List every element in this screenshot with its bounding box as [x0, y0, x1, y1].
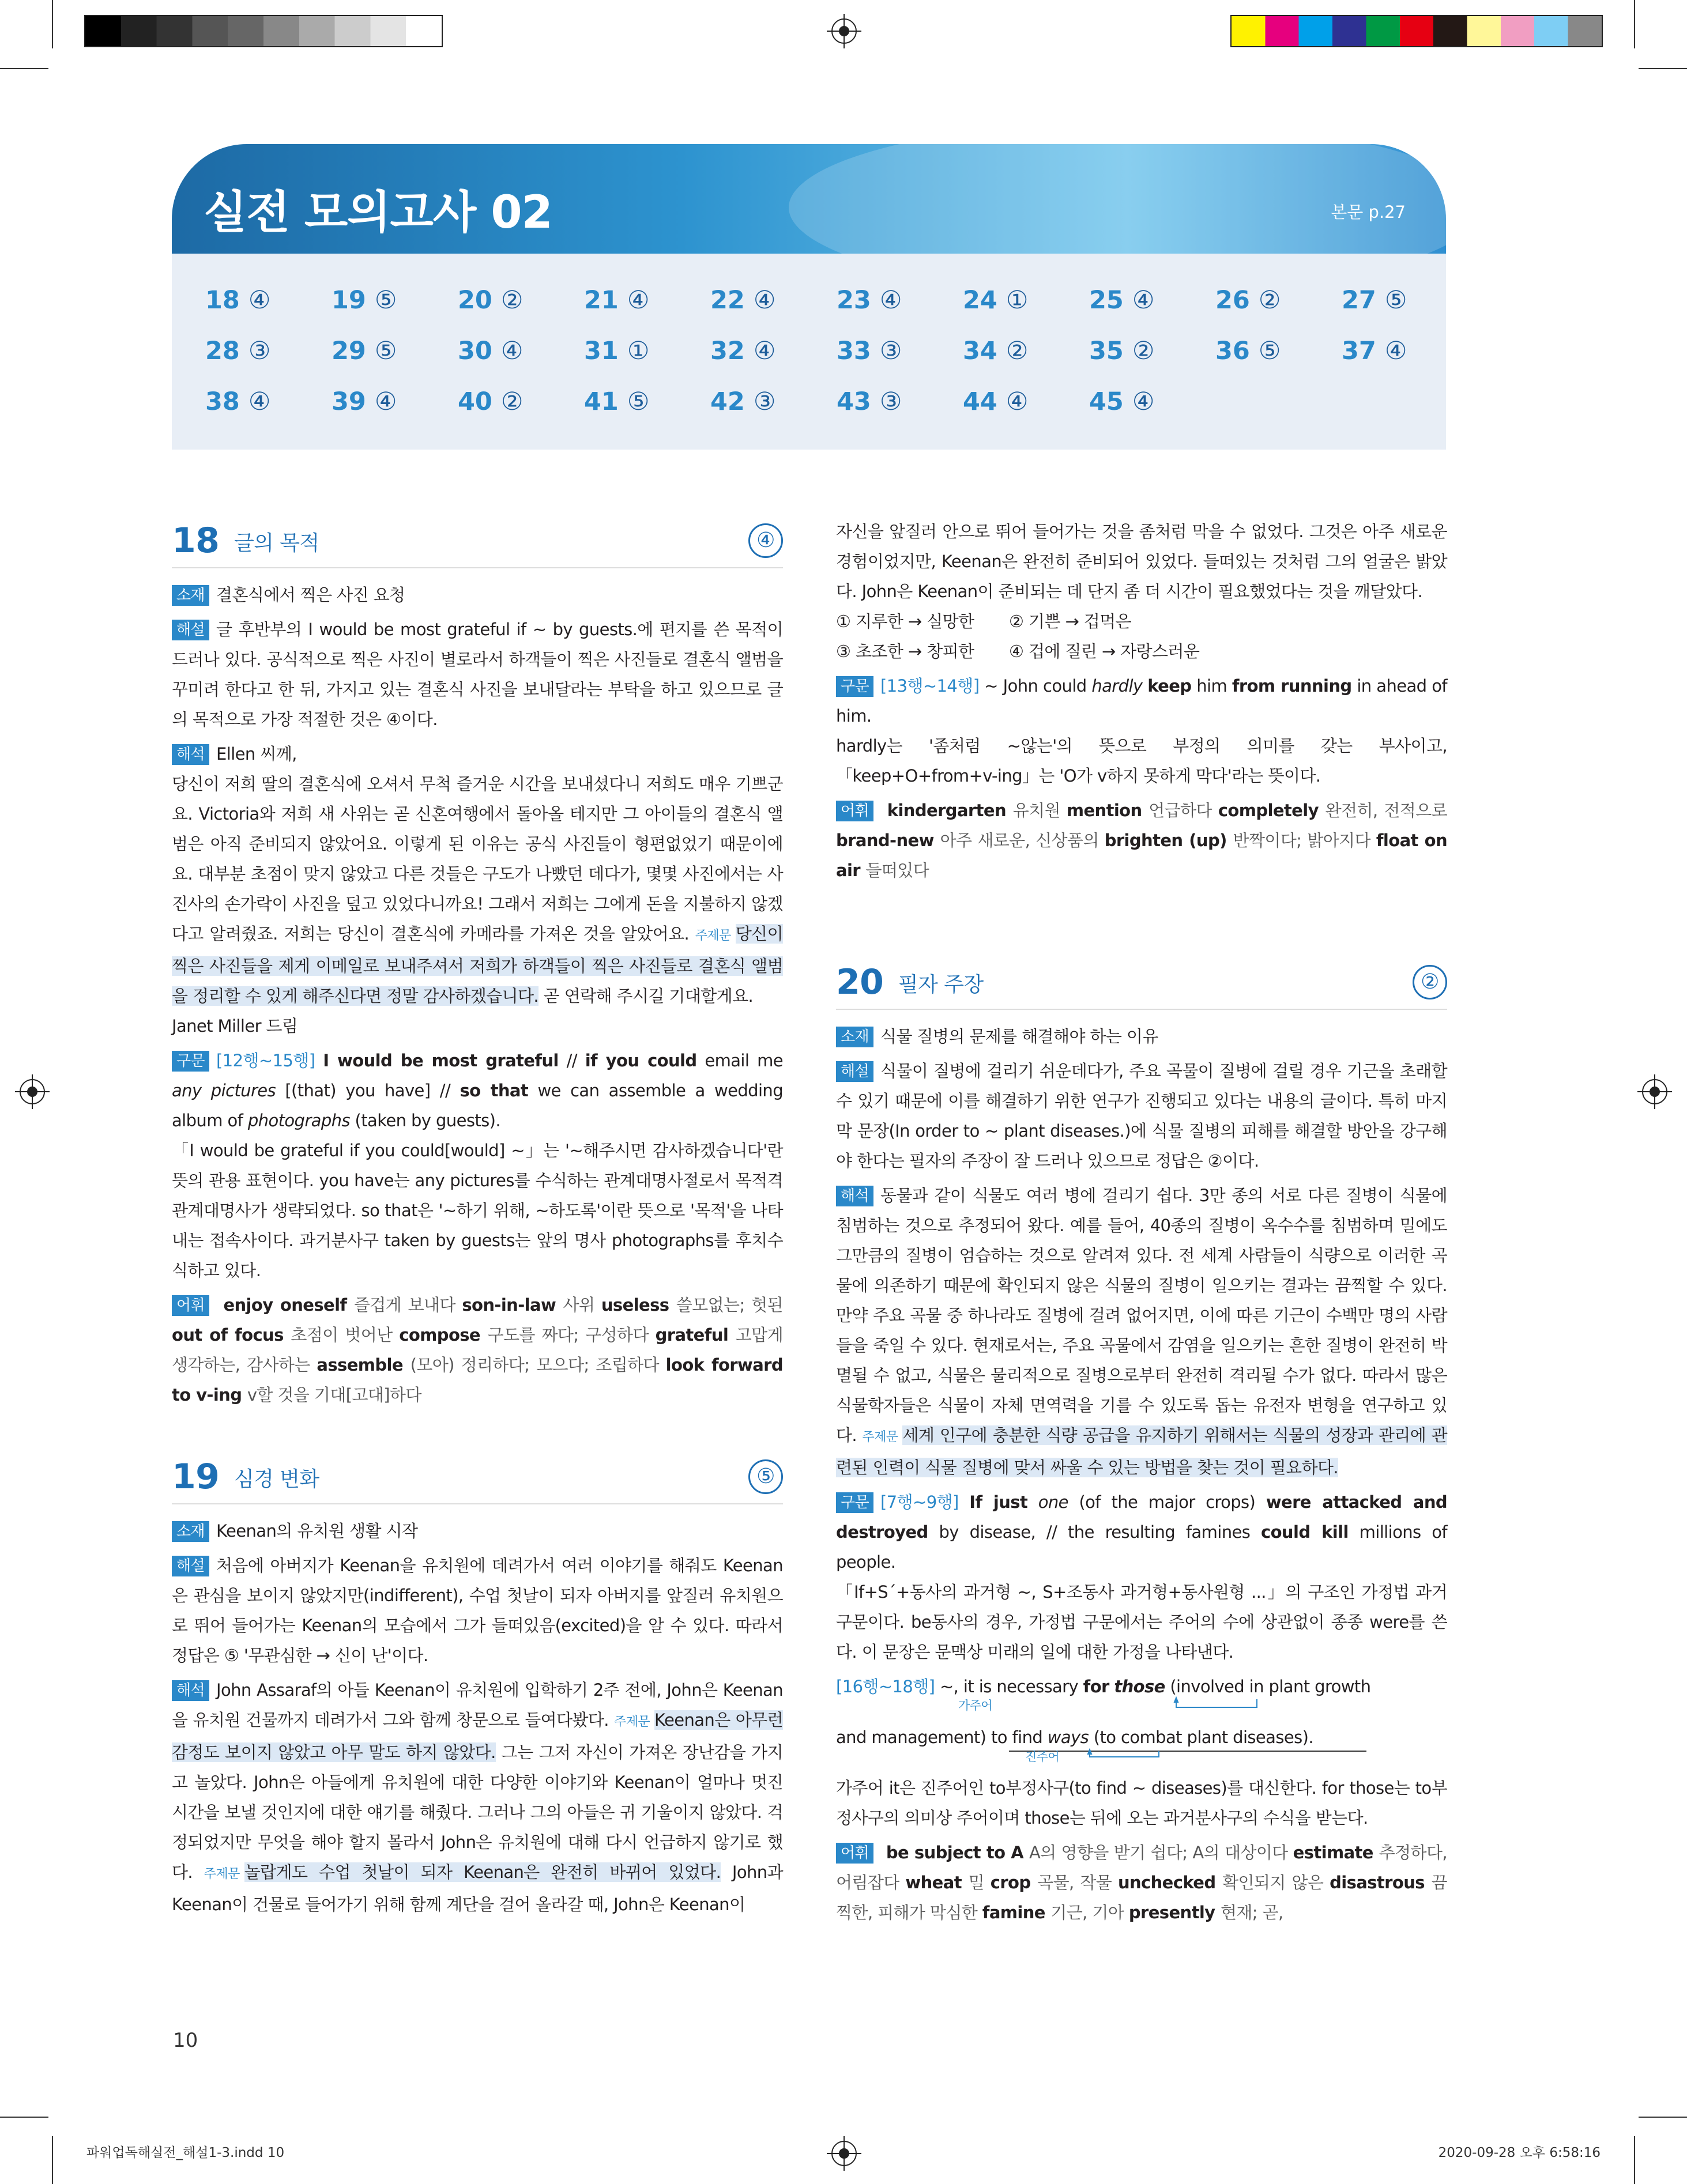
structure-note: 가주어 it은 진주어인 to부정사구(to find ~ diseases)를 대신한다. for those는 to부정사구의 의미상 주어이며 those는 뒤에 오는 과거분사구의 수식을 받는다. [836, 1778, 1447, 1828]
answer-choice: ④ [753, 286, 776, 315]
answer-choice: ⑤ [627, 387, 650, 416]
left-column [172, 513, 783, 1924]
structure-paragraph [836, 1487, 1447, 1577]
vocab-meaning: v할 것을 기대[고대]하다 [247, 1385, 421, 1405]
theme-sentence: Keenan은 아무런 감정도 보이지 않았고 아무 말도 하지 않았다. [172, 1710, 783, 1762]
answer-choice-option: ④ 겁에 질린 → 자랑스러운 [1009, 642, 1200, 661]
translation-text: John Assaraf의 아들 Keenan이 유치원에 입학하기 2주 전에, John은 Keenan을 유치원 건물까지 데려가서 그와 함께 창문으로 들여다봤다. [172, 1680, 783, 1730]
vocab-meaning: (모아) 정리하다; 모으다; 조립하다 [410, 1355, 666, 1375]
answer-question-number: 29 [332, 337, 375, 365]
structure-fragment: [(that) you have] // [285, 1081, 451, 1100]
answer-question-number: 27 [1342, 286, 1385, 315]
structure-fragment: millions of people. [836, 1522, 1448, 1572]
vocab-meaning: 확인되지 않은 [1222, 1873, 1330, 1892]
vocab-term: disastrous [1330, 1873, 1432, 1892]
theme-tag: 주제문 [204, 1867, 240, 1881]
answer-question-number: 18 [205, 286, 248, 315]
theme-tag: 주제문 [862, 1430, 898, 1444]
answer-question-number: 30 [458, 337, 501, 365]
color-swatch [1230, 15, 1603, 47]
answer-question-number: 26 [1215, 286, 1259, 315]
vocab-meaning: 완전히, 전적으로 [1325, 801, 1447, 820]
vocab-meaning: 아주 새로운, 신상품의 [940, 831, 1105, 850]
theme-sentence: 당신이 찍은 사진들을 제게 이메일로 보내주셔서 저희가 하객들이 찍은 사진들로 결혼식 앨범을 정리할 수 있게 해주신다면 정말 감사하겠습니다. [172, 924, 783, 1006]
registration-mark-left [20, 1079, 45, 1104]
vocab-paragraph [172, 1290, 783, 1410]
explanation-paragraph [172, 614, 783, 734]
explanation-paragraph [836, 1056, 1447, 1176]
right-column [836, 516, 1447, 1932]
structure-fragment: ~, it is necessary [939, 1677, 1079, 1696]
theme-sentence: 놀랍게도 수업 첫날이 되자 Keenan은 완전히 바뀌어 있었다. [244, 1862, 721, 1882]
label-topic: 소재 [172, 1521, 209, 1542]
banner-decoration [789, 144, 1446, 254]
vocab-term: famine [982, 1903, 1051, 1922]
translation-greeting [172, 739, 783, 769]
answer-item [332, 387, 397, 416]
label-topic: 소재 [836, 1027, 873, 1047]
structure-fragment: (of the major crops) [1079, 1492, 1256, 1512]
vocab-term: assemble [317, 1355, 411, 1375]
topic-text: 식물 질병의 문제를 해결해야 하는 이유 [880, 1027, 1158, 1046]
structure-fragment: // [566, 1051, 585, 1070]
answer-question-number: 33 [837, 337, 880, 365]
explanation-text: 식물이 질병에 걸리기 쉬운데다가, 주요 곡물이 질병에 걸릴 경우 기근을 초래할 수 있기 때문에 이를 해결하기 위한 연구가 진행되고 있다는 내용의 글이다. 특히 마지막 문장(In order to ~ plant diseases.)에 식물 질병의 피해를 해결할 방안을 강구해야 한다는 필자의 주장이 잘 드러나 있으므로 정답은 ②이다. [836, 1061, 1447, 1171]
structure-paragraph [836, 671, 1447, 731]
crop-mark [52, 0, 53, 48]
answer-choice: ④ [1006, 387, 1029, 416]
answer-question-number: 40 [458, 387, 501, 416]
structure-fragment: if you could [585, 1051, 697, 1070]
answer-question-number: 39 [332, 387, 375, 416]
vocab-meaning: 밀 [968, 1873, 991, 1892]
structure-note: hardly는 '좀처럼 ~않는'의 뜻으로 부정의 의미를 갖는 부사이고, 「keep+O+from+v-ing」는 'O가 v하지 못하게 막다'라는 뜻이다. [836, 736, 1447, 786]
vocab-paragraph [836, 795, 1447, 885]
vocab-term: unchecked [1117, 1873, 1223, 1892]
answer-item [205, 286, 270, 315]
answer-item [458, 337, 523, 365]
structure-fragment: were attacked and destroyed [836, 1492, 1448, 1542]
answer-item [584, 337, 649, 365]
section-answer-badge: ④ [748, 523, 783, 558]
answer-choice: ④ [500, 337, 524, 365]
print-timestamp: 2020-09-28 오후 6:58:16 [1438, 2145, 1601, 2160]
structure-fragment: by disease, // the resulting famines [939, 1522, 1251, 1542]
crop-mark [52, 2136, 53, 2184]
vocab-paragraph [836, 1838, 1447, 1927]
answer-item [1089, 387, 1154, 416]
page-title: 실전 모의고사 02 [204, 187, 552, 239]
answer-question-number: 37 [1342, 337, 1385, 365]
label-translation: 해석 [172, 744, 209, 765]
vocab-meaning: 즐겁게 보내다 [353, 1295, 462, 1315]
label-vocab: 어휘 [172, 1295, 209, 1316]
vocab-term: float on air [836, 831, 1447, 880]
vocab-term: useless [601, 1295, 676, 1315]
vocab-term: estimate [1293, 1843, 1379, 1862]
answer-choice: ④ [1132, 286, 1155, 315]
line-reference: [13행~14행] [880, 676, 980, 696]
answer-item [332, 286, 397, 315]
structure-fragment: so that [460, 1081, 529, 1100]
answer-question-number: 36 [1215, 337, 1259, 365]
section-number: 20 [836, 962, 884, 1002]
vocab-term: look forward to v-ing [172, 1355, 784, 1405]
answer-choice: ④ [879, 286, 902, 315]
label-structure: 구문 [836, 1492, 873, 1513]
label-explanation: 해설 [172, 620, 209, 640]
structure-fragment: and management) to find [836, 1727, 1043, 1747]
label-explanation: 해설 [836, 1061, 873, 1082]
answer-choice: ④ [1132, 387, 1155, 416]
crop-mark [1639, 68, 1687, 69]
vocab-meaning: 현재; 곧, [1220, 1903, 1283, 1922]
vocab-meaning: 언급하다 [1148, 801, 1218, 820]
answer-choice: ④ [1384, 337, 1407, 365]
answer-choice: ② [1258, 286, 1281, 315]
vocab-term: completely [1218, 801, 1326, 820]
dummy-subject-tag: 가주어 [958, 1699, 993, 1713]
section-number: 18 [172, 520, 220, 561]
answer-item [963, 337, 1028, 365]
answer-choice-option: ① 지루한 → 실망한 [836, 612, 974, 631]
registration-mark-right [1642, 1079, 1667, 1104]
answer-choice: ⑤ [374, 286, 397, 315]
real-subject-tag: 진주어 [1025, 1750, 1060, 1764]
answer-choice: ② [500, 387, 524, 416]
answer-question-number: 19 [332, 286, 375, 315]
vocab-meaning: A의 영향을 받기 쉽다; A의 대상이다 [1029, 1843, 1293, 1862]
answer-question-number: 22 [710, 286, 754, 315]
crop-mark [0, 68, 48, 69]
translation-text: John과 Keenan이 건물로 들어가기 위해 함께 계단을 걸어 올라갈 때, John은 Keenan이 [172, 1862, 783, 1914]
answer-question-number: 23 [837, 286, 880, 315]
crop-mark [1634, 2136, 1635, 2184]
topic-text: 결혼식에서 찍은 사진 요청 [216, 585, 405, 605]
label-vocab: 어휘 [836, 801, 873, 821]
topic-line [836, 1021, 1447, 1051]
section-title: 필자 주장 [898, 973, 984, 997]
vocab-meaning: 쓸모없는; 헛된 [676, 1295, 783, 1315]
structure-fragment: him [1196, 676, 1227, 696]
answer-key-panel [172, 254, 1446, 450]
translation-greeting-text: Ellen 씨께, [216, 744, 297, 764]
structure-paragraph [172, 1046, 783, 1136]
translation-paragraph [172, 769, 783, 1011]
label-translation: 해석 [836, 1186, 873, 1206]
answer-question-number: 21 [584, 286, 627, 315]
structure-note: 「If+S´+동사의 과거형 ~, S+조동사 과거형+동사원형 ...」의 구조인 가정법 과거 구문이다. be동사의 경우, 가정법 구문에서는 주어의 수에 상관없이 종종 were를 쓴다. 이 문장은 문맥상 미래의 일에 대한 가정을 나타낸다. [836, 1582, 1447, 1662]
structure-fragment: I would be most grateful [323, 1051, 559, 1070]
structure-fragment: ~ John could [984, 676, 1087, 696]
answer-question-number: 20 [458, 286, 501, 315]
vocab-term: enjoy oneself [216, 1295, 354, 1315]
explanation-text: 글 후반부의 I would be most grateful if ~ by guests.에 편지를 쓴 목적이 드러나 있다. 공식적으로 찍은 사진이 별로라서 하객들이 찍은 사진들로 결혼식 앨범을 꾸미려 한다고 한 뒤, 가지고 있는 결혼식 사진을 보내달라는 부탁을 하고 있으므로 글의 목적으로 가장 적절한 것은 ④이다. [172, 620, 783, 729]
section-answer-badge: ⑤ [748, 1459, 783, 1494]
answer-choice: ⑤ [374, 337, 397, 365]
section-answer-badge: ② [1413, 965, 1447, 999]
section-title: 심경 변화 [234, 1468, 319, 1491]
registration-mark-bottom [831, 2141, 857, 2166]
label-structure: 구문 [836, 676, 873, 697]
grayscale-swatch [84, 15, 443, 47]
line-reference: [7행~9행] [880, 1492, 959, 1512]
page-reference: 본문 p.27 [1331, 202, 1406, 222]
vocab-meaning: 끔찍한, 피해가 막심한 [836, 1873, 1447, 1922]
answer-choice: ② [1006, 337, 1029, 365]
answer-question-number: 42 [710, 387, 754, 416]
section-title: 글의 목적 [234, 531, 319, 555]
answer-item [963, 286, 1028, 315]
answer-question-number: 44 [963, 387, 1006, 416]
vocab-meaning: 유치원 [1012, 801, 1067, 820]
answer-item [1342, 286, 1407, 315]
vocab-meaning: 곡물, 작물 [1037, 1873, 1118, 1892]
vocab-term: son-in-law [462, 1295, 563, 1315]
answer-choice: ③ [753, 387, 776, 416]
structure-fragment: one [1038, 1492, 1068, 1512]
crop-mark [1634, 0, 1635, 48]
answer-choice: ② [1132, 337, 1155, 365]
structure-fragment: any pictures [172, 1081, 276, 1100]
structure-fragment: from running [1232, 676, 1352, 696]
translation-paragraph [836, 1180, 1447, 1483]
structure-fragment: (taken by guests). [355, 1111, 500, 1130]
answer-choice: ③ [879, 337, 902, 365]
answer-item [710, 286, 775, 315]
vocab-meaning: 추정하다, 어림잡다 [836, 1843, 1447, 1892]
section-number: 19 [172, 1457, 220, 1497]
structure-note: 「I would be grateful if you could[would] ~」는 '~해주시면 감사하겠습니다'란 뜻의 관용 표현이다. you have는 any pictures를 수식하는 관계대명사절로서 목적격 관계대명사가 생략되었다. so that은 '~하기 위해, ~하도록'이란 뜻으로 '목적'을 나타내는 접속사이다. 과거분사구 taken by guests는 앞의 명사 photographs를 후치수식하고 있다. [172, 1141, 783, 1280]
structure-fragment: ways [1047, 1727, 1089, 1747]
structure-fragment: email me [705, 1051, 784, 1070]
choice-list [836, 606, 1447, 666]
translation-paragraph [172, 1675, 783, 1919]
answer-item [458, 387, 523, 416]
vocab-term: brighten (up) [1104, 831, 1233, 850]
topic-text: Keenan의 유치원 생활 시작 [216, 1521, 418, 1541]
vocab-meaning: 초점이 벗어난 [291, 1325, 400, 1345]
vocab-meaning: 사위 [563, 1295, 601, 1315]
answer-item [837, 286, 902, 315]
answer-item [584, 387, 649, 416]
answer-question-number: 45 [1089, 387, 1132, 416]
answer-item [458, 286, 523, 315]
section-19-heading [172, 1449, 783, 1504]
answer-choice: ③ [879, 387, 902, 416]
choice-row [836, 606, 1447, 636]
page-number: 10 [173, 2029, 198, 2052]
crop-mark [1639, 2117, 1687, 2118]
vocab-meaning: 고맙게 생각하는, 감사하는 [172, 1325, 783, 1375]
structure-fragment: in ahead of him. [836, 676, 1447, 726]
explanation-paragraph [172, 1551, 783, 1670]
label-topic: 소재 [172, 585, 209, 606]
vocab-term: mention [1066, 801, 1149, 820]
structure-fragment: could kill [1261, 1522, 1349, 1542]
explanation-text: 처음에 아버지가 Keenan을 유치원에 데려가서 여러 이야기를 해줘도 Keenan은 관심을 보이지 않았지만(indifferent), 수업 첫날이 되자 아버지를 앞질러 유치원으로 뛰어 들어가는 Keenan의 모습에서 그가 들떠있음(excited)을 알 수 있다. 따라서 정답은 ⑤ '무관심한 → 신이 난'이다. [172, 1556, 783, 1665]
answer-choice-option: ② 기쁜 → 겁먹은 [1009, 612, 1132, 631]
answer-item [710, 337, 775, 365]
section-18-heading [172, 513, 783, 568]
structure-diagram [836, 1672, 1447, 1773]
answer-item [332, 337, 397, 365]
vocab-term: wheat [905, 1873, 969, 1892]
file-slug: 파워업독해실전_해설1-3.indd 10 [86, 2145, 285, 2160]
answer-item [205, 337, 270, 365]
label-translation: 해석 [172, 1680, 209, 1701]
structure-fragment: hardly [1091, 676, 1143, 696]
translation-continued: 자신을 앞질러 안으로 뛰어 들어가는 것을 좀처럼 막을 수 없었다. 그것은 아주 새로운 경험이었지만, Keenan은 완전히 준비되어 있었다. 들떠있는 것처럼 그의 얼굴은 밝았다. John은 Keenan이 준비되는 데 단지 좀 더 시간이 필요했었다는 것을 깨달았다. [836, 522, 1447, 601]
answer-choice: ① [627, 337, 650, 365]
translation-text: 그는 그저 자신이 가져온 장난감을 가지고 놀았다. John은 아들에게 유치원에 대한 다양한 이야기와 Keenan이 얼마나 멋진 시간을 보낼 것인지에 대한 얘기를 해줬다. 그러나 그의 아들은 귀 기울이지 않았다. 걱정되었지만 무엇을 해야 할지 몰라서 John은 유치원에 대해 다시 언급하지 않기로 했다. [172, 1742, 784, 1882]
answer-choice: ④ [753, 337, 776, 365]
structure-fragment: we can assemble a wedding album of [172, 1081, 784, 1130]
structure-fragment: (to combat plant diseases). [1093, 1727, 1313, 1747]
line-reference: [16행~18행] [836, 1677, 935, 1696]
answer-item [584, 286, 649, 315]
answer-choice: ④ [248, 286, 271, 315]
label-vocab: 어휘 [836, 1843, 873, 1864]
answer-item [1215, 337, 1281, 365]
translation-tail: 곧 연락해 주시길 기대할게요. [543, 986, 754, 1006]
topic-line [172, 1516, 783, 1546]
vocab-term: crop [990, 1873, 1038, 1892]
structure-fragment: those [1114, 1677, 1165, 1696]
vocab-meaning: 들떠있다 [865, 861, 929, 880]
answer-item [837, 337, 902, 365]
structure-fragment: photographs [247, 1111, 350, 1130]
answer-choice: ② [500, 286, 524, 315]
translation-text: 동물과 같이 식물도 여러 병에 걸리기 쉽다. 3만 종의 서로 다른 질병이 식물에 침범하는 것으로 추정되어 왔다. 예를 들어, 40종의 질병이 옥수수를 침범하며 밀에도 그만큼의 질병이 엄습하는 것으로 알려져 있다. 전 세계 사람들이 식량으로 이러한 곡물에 의존하기 때문에 확인되지 않은 식물의 질병이 일으키는 결과는 끔찍할 수 있다. 만약 주요 곡물 중 하나라도 질병에 걸려 없어지면, 이에 따른 기근이 수백만 명의 사람들을 죽일 수 있다. 현재로서는, 주요 곡물에서 감염을 일으키는 흔한 질병이 완전히 박멸될 수 없고, 식물은 물리적으로 질병으로부터 완전히 격리될 수가 없다. 따라서 많은 식물학자들은 식물이 자체 면역력을 기를 수 있도록 돕는 유전자 변형을 연구하고 있다. [836, 1186, 1447, 1445]
vocab-term: brand-new [836, 831, 940, 850]
answer-question-number: 28 [205, 337, 248, 365]
vocab-term: be subject to A [880, 1843, 1029, 1862]
answer-question-number: 43 [837, 387, 880, 416]
answer-choice: ④ [627, 286, 650, 315]
label-explanation: 해설 [172, 1556, 209, 1576]
registration-mark-top [831, 18, 857, 44]
answer-item [837, 387, 902, 416]
vocab-meaning: 기근, 기아 [1050, 1903, 1129, 1922]
answer-question-number: 24 [963, 286, 1006, 315]
vocab-term: out of focus [172, 1325, 291, 1345]
answer-choice: ③ [248, 337, 271, 365]
answer-item [1089, 337, 1154, 365]
answer-question-number: 34 [963, 337, 1006, 365]
answer-item [205, 387, 270, 416]
vocab-term: grateful [655, 1325, 736, 1345]
answer-choice: ④ [374, 387, 397, 416]
answer-item [1215, 286, 1281, 315]
vocab-meaning: 구도를 짜다; 구성하다 [487, 1325, 656, 1345]
theme-sentence: 세계 인구에 충분한 식량 공급을 유지하기 위해서는 식물의 성장과 관리에 관련된 인력이 식물 질병에 맞서 싸울 수 있는 방법을 찾는 것이 필요하다. [836, 1425, 1447, 1477]
answer-item [1342, 337, 1407, 365]
translation-text: 당신이 저희 딸의 결혼식에 오셔서 무척 즐거운 시간을 보내셨다니 저희도 매우 기쁘군요. Victoria와 저희 새 사위는 곧 신혼여행에서 돌아올 테지만 그 아이들의 결혼식 앨범은 아직 준비되지 않았어요. 이렇게 된 이유는 공식 사진들이 형편없었기 때문이에요. 대부분 초점이 맞지 않았고 다른 것들은 구도가 나빴던 데다가, 몇몇 사진에서는 사진사의 손가락이 사진을 덮고 있었다니까요! 그래서 저희는 그에게 돈을 지불하지 않겠다고 알려줬죠. 저희는 당신이 결혼식에 카메라를 가져온 것을 알았어요. [172, 774, 783, 944]
answer-choice: ⑤ [1258, 337, 1281, 365]
answer-question-number: 38 [205, 387, 248, 416]
answer-question-number: 25 [1089, 286, 1132, 315]
theme-tag: 주제문 [614, 1715, 650, 1729]
answer-item [710, 387, 775, 416]
header-banner [172, 144, 1446, 254]
choice-row [836, 636, 1447, 666]
vocab-term: compose [399, 1325, 488, 1345]
crop-mark [0, 2117, 48, 2118]
answer-choice: ① [1006, 286, 1029, 315]
line-reference: [12행~15행] [216, 1051, 315, 1070]
answer-question-number: 35 [1089, 337, 1132, 365]
structure-fragment: for [1083, 1677, 1109, 1696]
structure-fragment: If just [969, 1492, 1028, 1512]
vocab-meaning: 반짝이다; 밝아지다 [1233, 831, 1376, 850]
answer-item [963, 387, 1028, 416]
answer-choice: ⑤ [1384, 286, 1407, 315]
vocab-term: kindergarten [880, 801, 1013, 820]
answer-question-number: 32 [710, 337, 754, 365]
answer-choice-option: ③ 초조한 → 창피한 [836, 642, 974, 661]
answer-choice: ④ [248, 387, 271, 416]
label-structure: 구문 [172, 1051, 209, 1072]
translation-signature: Janet Miller 드림 [172, 1016, 298, 1036]
theme-tag: 주제문 [695, 929, 731, 943]
structure-fragment: keep [1147, 676, 1192, 696]
vocab-term: presently [1128, 1903, 1221, 1922]
structure-fragment: (involved in plant growth [1170, 1677, 1371, 1696]
topic-line [172, 580, 783, 610]
answer-question-number: 31 [584, 337, 627, 365]
answer-question-number: 41 [584, 387, 627, 416]
answer-item [1089, 286, 1154, 315]
section-20-heading [836, 955, 1447, 1010]
